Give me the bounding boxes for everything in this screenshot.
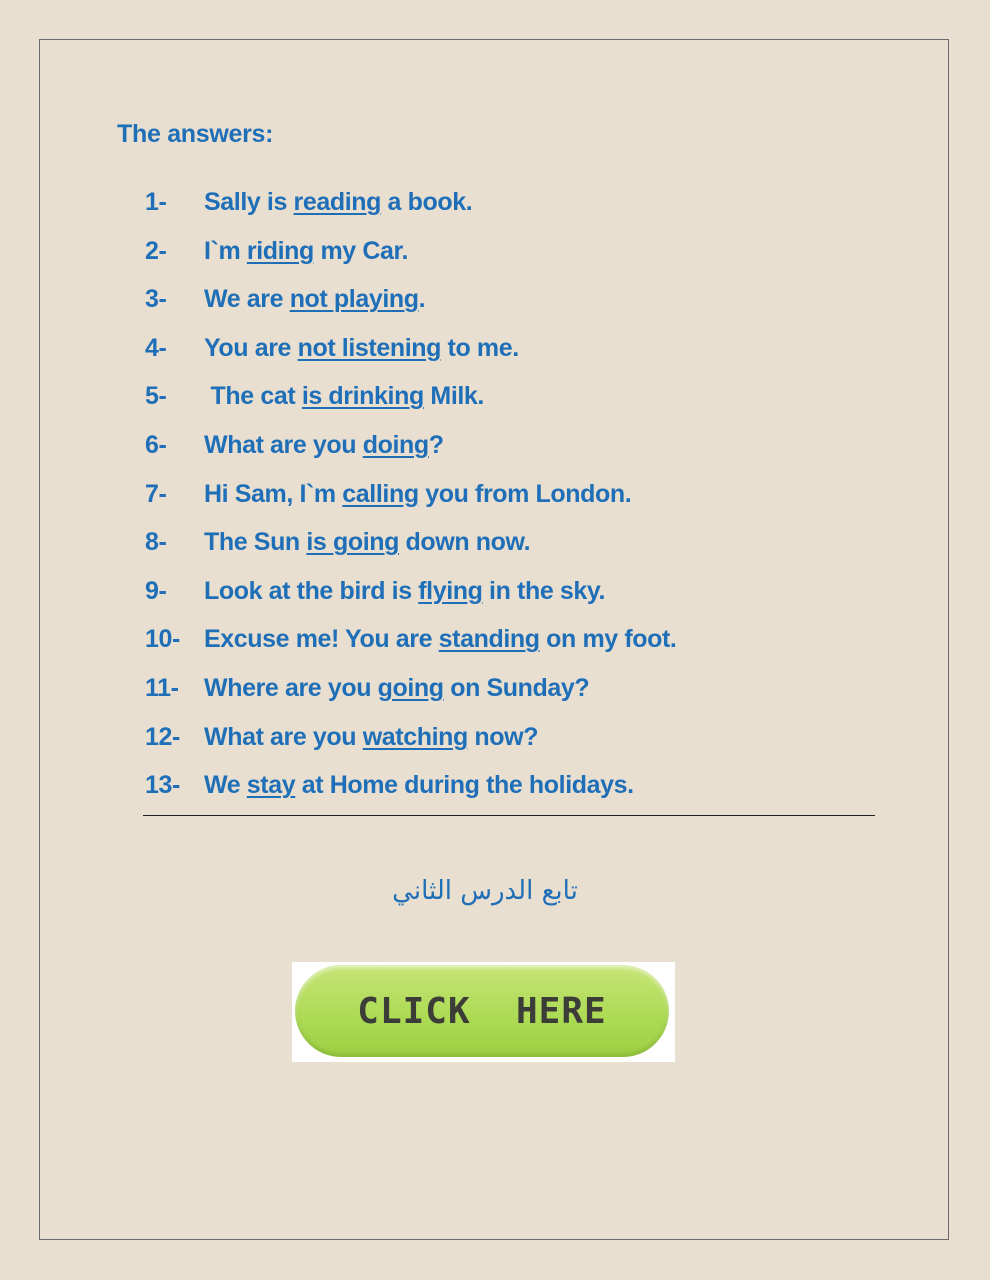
answer-number: 6- xyxy=(145,430,167,459)
answer-text: I`m xyxy=(204,236,247,265)
answer-item xyxy=(145,231,676,280)
answer-sentence xyxy=(204,674,589,702)
answer-item xyxy=(145,765,676,814)
answer-text: down now. xyxy=(399,528,531,557)
answer-item xyxy=(145,717,676,766)
answer-text: on Sunday? xyxy=(443,673,590,702)
answer-verb: not listening xyxy=(297,333,441,362)
answer-sentence xyxy=(204,771,634,799)
click-here-button[interactable] xyxy=(292,962,675,1062)
answer-sentence xyxy=(204,382,484,410)
answer-text: you from London. xyxy=(418,479,632,508)
answer-sentence xyxy=(204,480,631,508)
answer-verb: doing xyxy=(362,430,429,459)
answer-text: The Sun xyxy=(204,528,307,557)
answer-number: 8- xyxy=(145,528,167,557)
answer-sentence xyxy=(204,237,408,265)
answer-text: now? xyxy=(467,722,539,751)
answer-verb: standing xyxy=(438,625,540,654)
answer-item xyxy=(145,279,676,328)
answer-number: 13- xyxy=(145,771,180,800)
answer-number: 4- xyxy=(145,333,167,362)
answer-number: 9- xyxy=(145,576,167,605)
answer-text: We are xyxy=(204,285,290,314)
answer-verb: riding xyxy=(246,236,314,265)
answer-sentence xyxy=(204,577,605,605)
answer-item xyxy=(145,571,676,620)
answer-verb: watching xyxy=(362,722,468,751)
answer-sentence xyxy=(204,723,538,751)
answer-text: Sally is xyxy=(204,188,294,216)
answer-text: Look at the bird is xyxy=(204,576,419,605)
answer-text: Where are you xyxy=(204,673,378,702)
divider-line xyxy=(143,815,875,816)
answers-list xyxy=(145,182,676,814)
answer-verb: is drinking xyxy=(301,382,424,411)
answer-verb: is going xyxy=(306,528,399,557)
answer-verb: calling xyxy=(342,479,419,508)
answer-verb: flying xyxy=(418,576,483,605)
answer-number: 5- xyxy=(145,382,167,411)
answer-text: my Car. xyxy=(313,236,408,265)
answer-text: Excuse me! You are xyxy=(204,625,439,654)
answer-sentence xyxy=(204,625,676,653)
answer-number: 3- xyxy=(145,285,167,314)
answer-text: a book. xyxy=(381,188,473,216)
answer-text: on my foot. xyxy=(539,625,677,654)
answer-number: 10- xyxy=(145,625,180,654)
answer-sentence xyxy=(204,188,472,216)
answer-number: 7- xyxy=(145,479,167,508)
answer-text: in the sky. xyxy=(482,576,606,605)
answer-text: What are you xyxy=(204,722,363,751)
answer-text: at Home during the holidays. xyxy=(295,771,634,800)
answer-sentence xyxy=(204,285,425,313)
answer-number: 11- xyxy=(145,673,179,702)
answer-item xyxy=(145,376,676,425)
answer-verb: going xyxy=(377,673,444,702)
answer-number: 2- xyxy=(145,236,167,265)
answer-verb: stay xyxy=(246,771,296,800)
click-here-label: CLICK HERE xyxy=(357,990,607,1032)
answer-item xyxy=(145,328,676,377)
answer-item xyxy=(145,474,676,523)
answer-text: You are xyxy=(204,333,298,362)
answer-text: Hi Sam, I`m xyxy=(204,479,343,508)
next-lesson-link[interactable]: تابع الدرس الثاني xyxy=(392,876,578,906)
answer-text: The cat xyxy=(204,382,302,411)
answer-sentence xyxy=(204,528,530,556)
answer-text: to me. xyxy=(441,333,519,362)
answer-verb: reading xyxy=(293,188,382,216)
answer-item xyxy=(145,668,676,717)
answer-number: 12- xyxy=(145,722,180,751)
answer-text: ? xyxy=(428,430,444,459)
answer-item xyxy=(145,425,676,474)
answer-text: What are you xyxy=(204,430,363,459)
answer-text: We xyxy=(204,771,247,800)
answer-sentence xyxy=(204,334,519,362)
answer-sentence xyxy=(204,431,444,459)
answer-text: Milk. xyxy=(423,382,484,411)
answer-verb: not playing xyxy=(289,285,419,314)
answer-item xyxy=(145,522,676,571)
answers-heading: The answers: xyxy=(117,120,274,148)
click-here-pill[interactable] xyxy=(295,965,669,1057)
answer-text: . xyxy=(418,285,426,314)
answer-number: 1- xyxy=(145,188,167,216)
answer-item xyxy=(145,619,676,668)
answer-item xyxy=(145,182,676,231)
